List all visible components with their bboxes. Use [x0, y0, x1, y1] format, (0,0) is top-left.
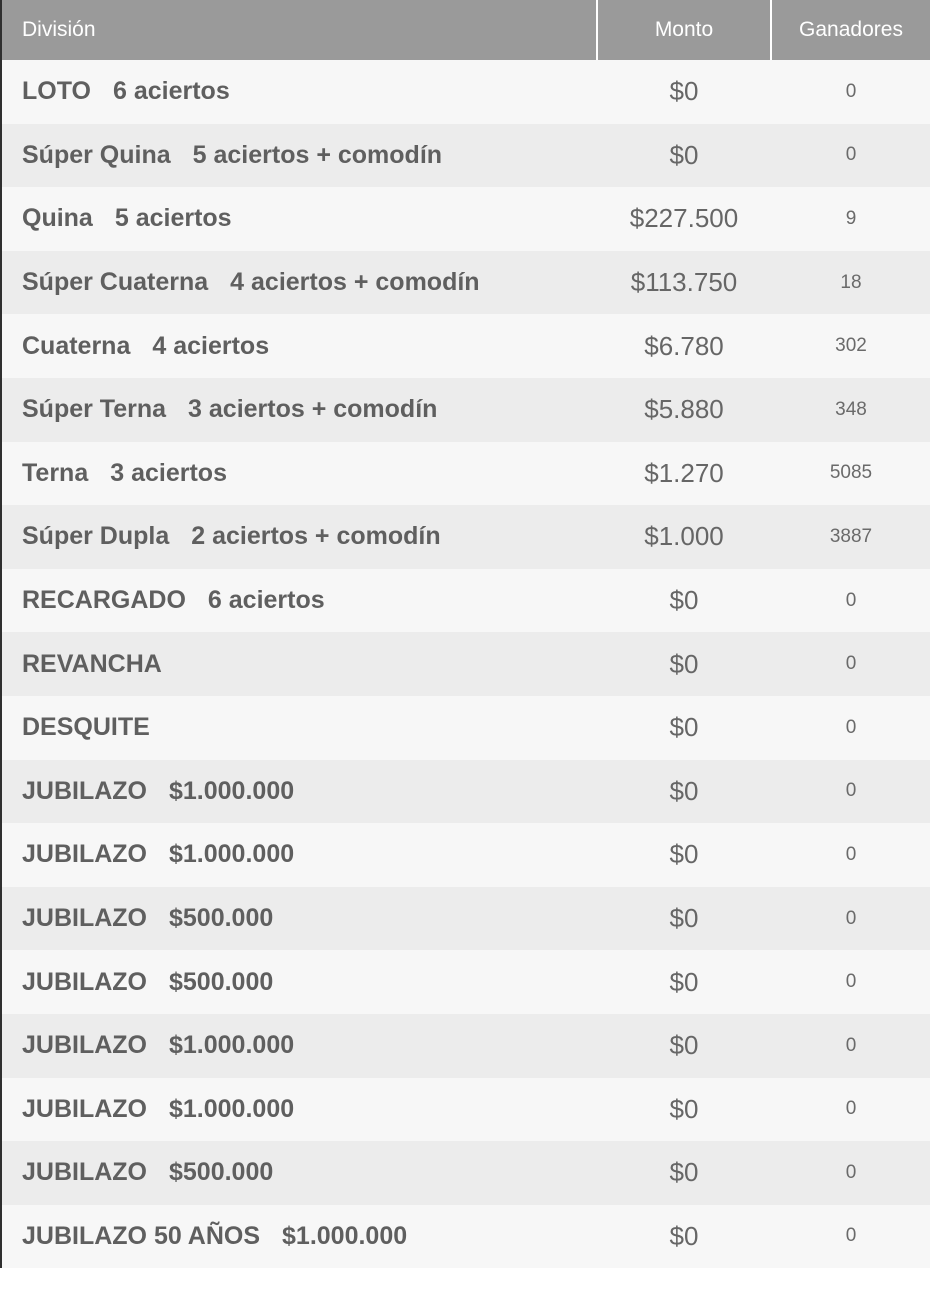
monto-cell: $0 [669, 903, 699, 934]
monto-cell: $0 [669, 585, 699, 616]
header-division[interactable]: División [22, 18, 96, 41]
table-body [2, 60, 930, 1268]
division-name: REVANCHA [22, 649, 162, 678]
division-name: JUBILAZO [22, 967, 147, 996]
ganadores-cell: 0 [845, 843, 857, 865]
table-row [2, 569, 930, 633]
division-detail: 6 aciertos [207, 586, 325, 615]
division-detail: 3 aciertos + comodín [188, 395, 438, 424]
table-row [2, 314, 930, 378]
division-cell [2, 1205, 596, 1269]
division-cell [2, 314, 596, 378]
table-row [2, 505, 930, 569]
division-detail: 2 aciertos + comodín [191, 522, 441, 551]
division-detail: 6 aciertos [112, 77, 230, 106]
division-name: Quina [22, 204, 93, 233]
division-name: JUBILAZO 50 AÑOS [22, 1221, 261, 1250]
division-cell [2, 1078, 596, 1142]
division-cell [2, 569, 596, 633]
ganadores-cell: 0 [845, 971, 857, 993]
ganadores-cell: 3887 [829, 525, 873, 547]
ganadores-cell: 0 [845, 1034, 857, 1056]
division-name: DESQUITE [22, 713, 150, 742]
monto-cell: $0 [669, 76, 699, 107]
division-cell [2, 823, 596, 887]
monto-cell: $1.000 [644, 521, 724, 552]
monto-cell: $0 [669, 1030, 699, 1061]
division-cell [2, 505, 596, 569]
monto-cell: $0 [669, 1093, 699, 1124]
division-detail: $1.000.000 [169, 1094, 295, 1123]
table-row [2, 632, 930, 696]
division-name: JUBILAZO [22, 1031, 147, 1060]
division-cell [2, 696, 596, 760]
division-detail: 5 aciertos + comodín [192, 140, 443, 169]
division-name: Súper Quina [22, 140, 171, 169]
ganadores-cell: 5085 [829, 462, 873, 484]
division-detail: $500.000 [169, 904, 274, 933]
division-cell [2, 251, 596, 315]
monto-cell: $0 [669, 648, 699, 679]
ganadores-cell: 0 [845, 1098, 857, 1120]
monto-cell: $113.750 [630, 267, 738, 298]
division-name: Súper Terna [22, 395, 167, 424]
division-name: JUBILAZO [22, 904, 147, 933]
division-cell [2, 60, 596, 124]
table-row [2, 187, 930, 251]
division-detail: 4 aciertos + comodín [230, 268, 480, 297]
ganadores-cell: 0 [845, 780, 857, 802]
ganadores-cell: 0 [845, 1161, 857, 1183]
monto-cell: $6.780 [644, 330, 724, 361]
monto-cell: $0 [669, 839, 699, 870]
division-name: Súper Cuaterna [22, 268, 209, 297]
monto-cell: $5.880 [644, 394, 724, 425]
table-row [2, 442, 930, 506]
table-row [2, 1141, 930, 1205]
division-detail: 5 aciertos [114, 204, 232, 233]
table-row [2, 1205, 930, 1269]
table-row [2, 823, 930, 887]
division-cell [2, 632, 596, 696]
ganadores-cell: 18 [840, 271, 862, 293]
division-name: JUBILAZO [22, 840, 147, 869]
ganadores-cell: 348 [835, 398, 867, 420]
ganadores-cell: 0 [845, 144, 857, 166]
monto-cell: $227.500 [629, 203, 739, 234]
monto-cell: $0 [669, 712, 699, 743]
table-row [2, 1078, 930, 1142]
ganadores-cell: 0 [845, 716, 857, 738]
monto-cell: $0 [669, 775, 699, 806]
table-row [2, 760, 930, 824]
division-cell [2, 887, 596, 951]
division-cell [2, 378, 596, 442]
monto-cell: $0 [669, 966, 699, 997]
table-row [2, 251, 930, 315]
monto-cell: $0 [669, 1220, 699, 1251]
table-row [2, 887, 930, 951]
division-detail: $1.000.000 [169, 776, 295, 805]
ganadores-cell: 0 [845, 907, 857, 929]
division-cell [2, 950, 596, 1014]
ganadores-cell: 0 [845, 1225, 857, 1247]
header-ganadores[interactable]: Ganadores [770, 0, 930, 60]
ganadores-cell: 9 [845, 207, 857, 229]
ganadores-cell: 0 [845, 80, 857, 102]
ganadores-cell: 0 [845, 653, 857, 675]
division-detail: $500.000 [169, 1158, 274, 1187]
division-name: Terna [22, 458, 89, 487]
division-name: RECARGADO [22, 586, 186, 615]
division-name: JUBILAZO [22, 1094, 147, 1123]
division-detail: $1.000.000 [169, 1031, 295, 1060]
division-name: LOTO [22, 77, 91, 106]
table-header [2, 0, 930, 60]
monto-cell: $1.270 [644, 457, 724, 488]
table-row [2, 950, 930, 1014]
monto-cell: $0 [669, 1157, 699, 1188]
division-cell [2, 760, 596, 824]
division-name: Cuaterna [22, 331, 131, 360]
division-detail: $1.000.000 [282, 1221, 408, 1250]
table-row [2, 378, 930, 442]
division-name: JUBILAZO [22, 1158, 147, 1187]
table-row [2, 60, 930, 124]
division-cell [2, 124, 596, 188]
division-cell [2, 442, 596, 506]
division-detail: 3 aciertos [110, 458, 227, 487]
monto-cell: $0 [669, 139, 699, 170]
division-cell [2, 1014, 596, 1078]
ganadores-cell: 0 [845, 589, 857, 611]
ganadores-cell: 302 [835, 335, 867, 357]
division-detail: $500.000 [169, 967, 274, 996]
division-cell [2, 187, 596, 251]
header-monto[interactable]: Monto [596, 0, 770, 60]
division-name: JUBILAZO [22, 776, 147, 805]
division-detail: $1.000.000 [169, 840, 295, 869]
table-row [2, 124, 930, 188]
division-name: Súper Dupla [22, 522, 170, 551]
division-detail: 4 aciertos [152, 331, 270, 360]
division-cell [2, 1141, 596, 1205]
table-row [2, 1014, 930, 1078]
table-row [2, 696, 930, 760]
